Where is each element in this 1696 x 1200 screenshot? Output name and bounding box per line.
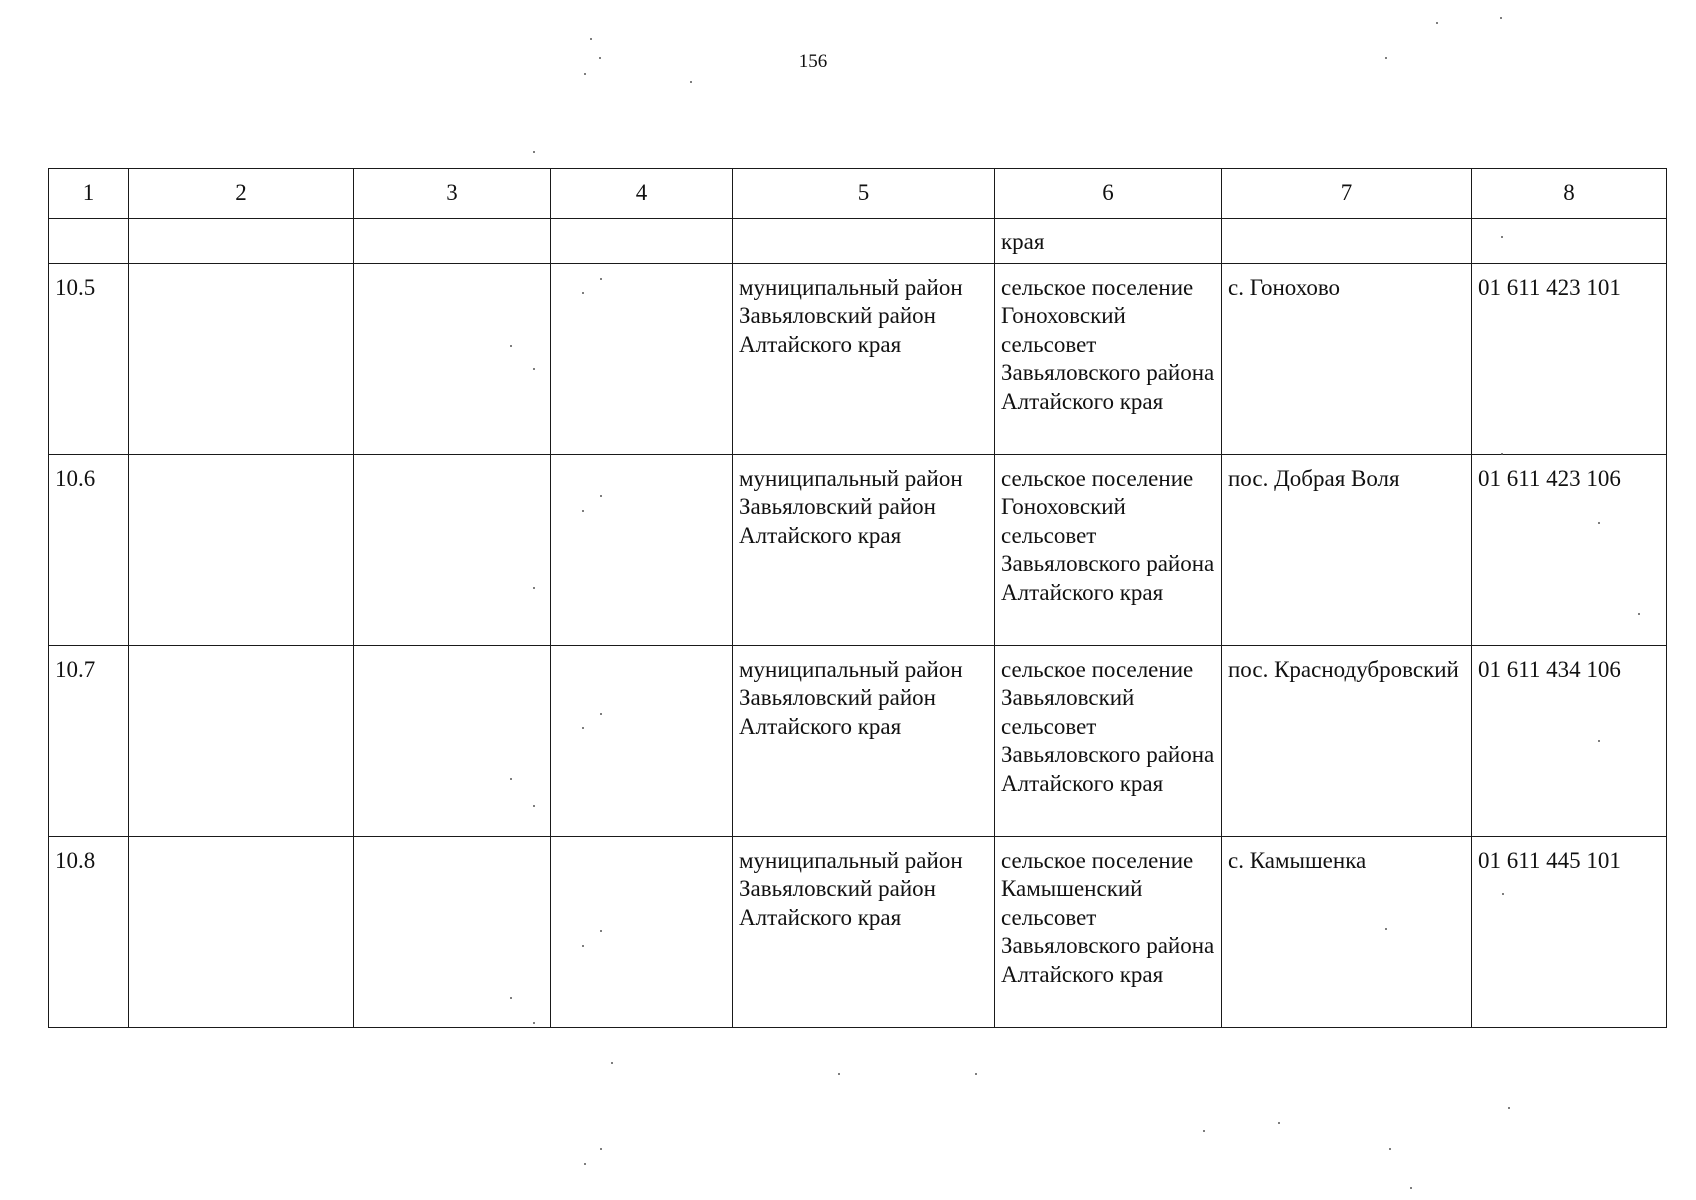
table-cell bbox=[354, 645, 551, 836]
scan-speck bbox=[1501, 453, 1503, 455]
municipal-district-cell: муниципальный район Завьяловский район Алтайского края bbox=[733, 263, 995, 454]
table-cell bbox=[354, 454, 551, 645]
table-cell bbox=[733, 218, 995, 263]
scan-speck bbox=[510, 778, 512, 780]
scan-speck bbox=[590, 38, 592, 40]
municipal-district-cell: муниципальный район Завьяловский район Алтайского края bbox=[733, 454, 995, 645]
scan-speck bbox=[1278, 1122, 1280, 1124]
scan-speck bbox=[582, 292, 584, 294]
table-cell bbox=[551, 836, 733, 1027]
settlement-cell: сельское поселение Гоноховский сельсовет Завьяловского района Алтайского края bbox=[995, 263, 1222, 454]
locality-cell: с. Гонохово bbox=[1222, 263, 1472, 454]
table-row bbox=[49, 263, 1667, 454]
scan-speck bbox=[838, 1073, 840, 1075]
table-cell bbox=[129, 454, 354, 645]
column-header: 4 bbox=[551, 169, 733, 219]
table-cell bbox=[129, 645, 354, 836]
code-cell: 01 611 445 101 bbox=[1472, 836, 1667, 1027]
row-number: 10.8 bbox=[49, 836, 129, 1027]
scan-speck bbox=[533, 805, 535, 807]
scan-speck bbox=[533, 368, 535, 370]
scan-speck bbox=[1385, 57, 1387, 59]
scan-speck bbox=[1638, 613, 1640, 615]
table-row bbox=[49, 645, 1667, 836]
table-cell bbox=[551, 263, 733, 454]
table-cell bbox=[129, 218, 354, 263]
page-number: 156 bbox=[798, 51, 828, 72]
scan-speck bbox=[1385, 928, 1387, 930]
scan-speck bbox=[582, 945, 584, 947]
code-cell: 01 611 434 106 bbox=[1472, 645, 1667, 836]
column-header: 7 bbox=[1222, 169, 1472, 219]
scan-speck bbox=[1598, 740, 1600, 742]
scan-speck bbox=[582, 510, 584, 512]
scan-speck bbox=[1389, 1148, 1391, 1150]
scan-speck bbox=[584, 1163, 586, 1165]
table-cell bbox=[551, 454, 733, 645]
scan-speck bbox=[1598, 522, 1600, 524]
scan-speck bbox=[533, 1022, 535, 1024]
column-header: 1 bbox=[49, 169, 129, 219]
continuation-row bbox=[49, 218, 1667, 263]
scan-speck bbox=[600, 1148, 602, 1150]
settlements-table bbox=[48, 168, 1667, 1028]
scan-speck bbox=[690, 81, 692, 83]
scan-speck bbox=[600, 495, 602, 497]
scan-speck bbox=[1508, 1107, 1510, 1109]
table-cell bbox=[551, 645, 733, 836]
column-header: 2 bbox=[129, 169, 354, 219]
locality-cell: пос. Добрая Воля bbox=[1222, 454, 1472, 645]
scan-speck bbox=[510, 345, 512, 347]
table-cell bbox=[129, 263, 354, 454]
scan-speck bbox=[600, 278, 602, 280]
municipal-district-cell: муниципальный район Завьяловский район Алтайского края bbox=[733, 645, 995, 836]
code-cell: 01 611 423 101 bbox=[1472, 263, 1667, 454]
row-number: 10.5 bbox=[49, 263, 129, 454]
scan-speck bbox=[1410, 1187, 1412, 1189]
column-header: 8 bbox=[1472, 169, 1667, 219]
table-cell bbox=[354, 263, 551, 454]
table-cell bbox=[354, 836, 551, 1027]
table-cell bbox=[129, 836, 354, 1027]
settlement-cell: сельское поселение Камышенский сельсовет Завьяловского района Алтайского края bbox=[995, 836, 1222, 1027]
header-row bbox=[49, 169, 1667, 219]
locality-cell: пос. Краснодубровский bbox=[1222, 645, 1472, 836]
settlement-cell: сельское поселение Гоноховский сельсовет Завьяловского района Алтайского края bbox=[995, 454, 1222, 645]
scan-speck bbox=[1203, 1130, 1205, 1132]
row-number: 10.6 bbox=[49, 454, 129, 645]
scan-speck bbox=[533, 587, 535, 589]
code-cell: 01 611 423 106 bbox=[1472, 454, 1667, 645]
column-header: 6 bbox=[995, 169, 1222, 219]
scan-speck bbox=[584, 73, 586, 75]
table-cell bbox=[1222, 218, 1472, 263]
municipal-district-cell: муниципальный район Завьяловский район Алтайского края bbox=[733, 836, 995, 1027]
table-row bbox=[49, 454, 1667, 645]
scan-speck bbox=[1502, 893, 1504, 895]
scan-speck bbox=[600, 713, 602, 715]
column-header: 3 bbox=[354, 169, 551, 219]
scan-speck bbox=[1500, 17, 1502, 19]
scan-speck bbox=[599, 57, 601, 59]
scan-speck bbox=[1501, 236, 1503, 238]
table-cell bbox=[1472, 218, 1667, 263]
scan-speck bbox=[510, 997, 512, 999]
scan-speck bbox=[975, 1073, 977, 1075]
scan-speck bbox=[582, 727, 584, 729]
scan-speck bbox=[1436, 22, 1438, 24]
row-number: 10.7 bbox=[49, 645, 129, 836]
scan-speck bbox=[533, 151, 535, 153]
table-row bbox=[49, 836, 1667, 1027]
table-cell: края bbox=[995, 218, 1222, 263]
scan-speck bbox=[600, 930, 602, 932]
table-cell bbox=[551, 218, 733, 263]
scan-speck bbox=[611, 1062, 613, 1064]
locality-cell: с. Камышенка bbox=[1222, 836, 1472, 1027]
table-cell bbox=[49, 218, 129, 263]
table-cell bbox=[354, 218, 551, 263]
settlement-cell: сельское поселение Завьяловский сельсовет Завьяловского района Алтайского края bbox=[995, 645, 1222, 836]
column-header: 5 bbox=[733, 169, 995, 219]
